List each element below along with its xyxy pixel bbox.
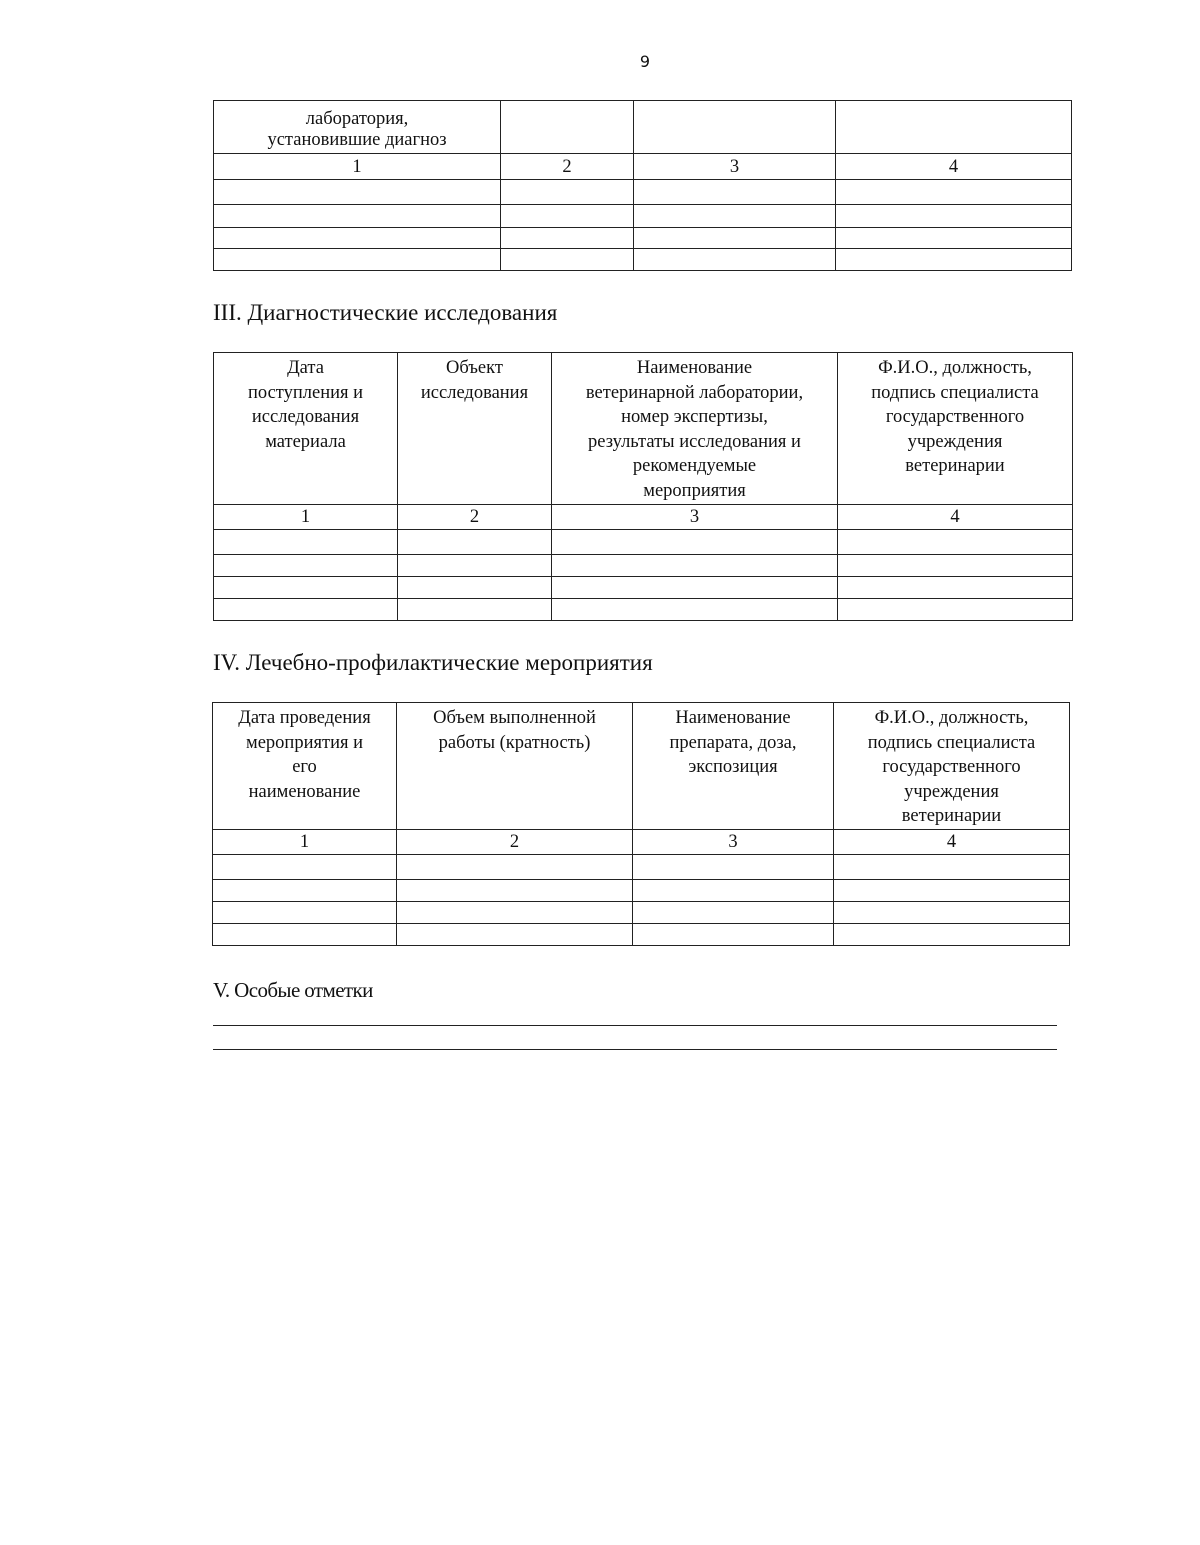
column-number: 2 — [397, 830, 633, 855]
header-cell — [836, 101, 1072, 154]
header-cell: Дата поступления и исследования материала — [214, 353, 398, 505]
page-number: 9 — [639, 52, 651, 71]
notes-line[interactable] — [213, 1049, 1057, 1050]
column-number: 1 — [213, 830, 397, 855]
table-row — [213, 855, 1070, 880]
table-row — [213, 902, 1070, 924]
header-cell: Дата проведения мероприятия и его наименование — [213, 703, 397, 830]
table-row — [214, 228, 1072, 249]
column-number: 2 — [398, 505, 552, 530]
table-row — [214, 530, 1073, 555]
table-header-row — [213, 703, 1070, 830]
table-row — [213, 924, 1070, 946]
table-header-row — [214, 101, 1072, 154]
table-row — [214, 577, 1073, 599]
header-cell — [634, 101, 836, 154]
table-row — [214, 599, 1073, 621]
column-number: 1 — [214, 154, 501, 180]
column-number: 2 — [501, 154, 634, 180]
column-number-row — [214, 505, 1073, 530]
table-header-row — [214, 353, 1073, 505]
column-number: 3 — [634, 154, 836, 180]
header-cell: Наименование ветеринарной лаборатории, номер экспертизы, результаты исследования и рекомендуемые мероприятия — [552, 353, 838, 505]
table-row — [214, 249, 1072, 271]
column-number: 4 — [838, 505, 1073, 530]
header-cell — [501, 101, 634, 154]
column-number: 3 — [633, 830, 834, 855]
section-title-treatment: IV. Лечебно-профилактические мероприятия — [213, 650, 653, 675]
header-cell: Ф.И.О., должность, подпись специалиста государственного учреждения ветеринарии — [838, 353, 1073, 505]
column-number: 4 — [834, 830, 1070, 855]
column-number-row — [214, 154, 1072, 180]
table-row — [214, 555, 1073, 577]
lab-table — [213, 100, 1072, 271]
column-number-row — [213, 830, 1070, 855]
column-number: 4 — [836, 154, 1072, 180]
section-title-diagnostics: III. Диагностические исследования — [213, 300, 558, 325]
header-cell: Ф.И.О., должность, подпись специалиста государственного учреждения ветеринарии — [834, 703, 1070, 830]
table-row — [213, 880, 1070, 902]
header-cell: Объем выполненной работы (кратность) — [397, 703, 633, 830]
notes-line[interactable] — [213, 1025, 1057, 1026]
diagnostics-table — [213, 352, 1073, 621]
treatment-table — [212, 702, 1070, 946]
header-cell: Объект исследования — [398, 353, 552, 505]
table-row — [214, 180, 1072, 205]
column-number: 3 — [552, 505, 838, 530]
table-row — [214, 205, 1072, 228]
section-title-special-notes: V. Особые отметки — [213, 978, 373, 1002]
header-cell: лаборатория, установившие диагноз — [214, 101, 501, 154]
header-cell: Наименование препарата, доза, экспозиция — [633, 703, 834, 830]
column-number: 1 — [214, 505, 398, 530]
